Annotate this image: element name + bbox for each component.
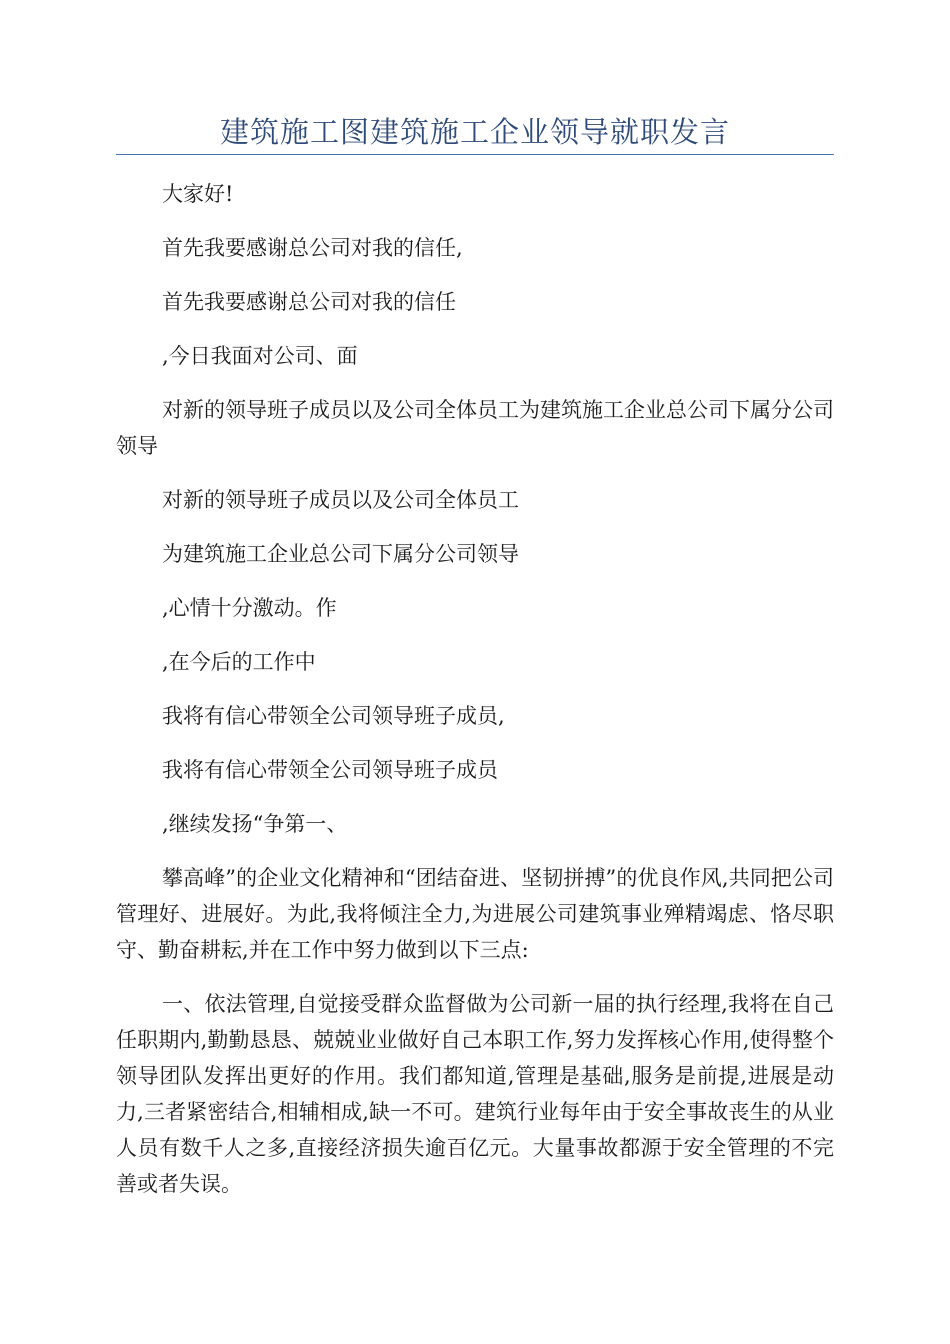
paragraph: ,心情十分激动。作 [162,596,337,620]
paragraph: 攀高峰”的企业文化精神和“团结奋进、坚韧拼搏”的优良作风,共同把公司管理好、进展好。为此,我将倾注全力,为进展公司建筑事业殚精竭虑、恪尽职守、勤奋耕耘,并在工作中努力做到以下三点: [116,866,834,962]
title-underline [116,154,834,155]
paragraph: 对新的领导班子成员以及公司全体员工 [162,488,519,512]
paragraph: ,今日我面对公司、面 [162,344,358,368]
paragraph: 我将有信心带领全公司领导班子成员 [162,758,498,782]
paragraph: ,在今后的工作中 [162,650,316,674]
paragraph: 首先我要感谢总公司对我的信任 [162,290,456,314]
document-body [116,176,834,1202]
document-title: 建筑施工图建筑施工企业领导就职发言 [219,115,730,149]
paragraph: 我将有信心带领全公司领导班子成员, [162,704,505,728]
paragraph: 大家好! [162,182,234,206]
paragraph: ,继续发扬“争第一、 [162,812,348,836]
paragraph: 一、依法管理,自觉接受群众监督做为公司新一届的执行经理,我将在自己任职期内,勤勤恳恳、兢兢业业做好自己本职工作,努力发挥核心作用,使得整个领导团队发挥出更好的作用。我们都知道,管理是基础,服务是前提,进展是动力,三者紧密结合,相辅相成,缺一不可。建筑行业每年由于安全事故丧生的从业人员有数千人之多,直接经济损失逾百亿元。大量事故都源于安全管理的不完善或者失误。 [116,992,834,1196]
paragraph: 对新的领导班子成员以及公司全体员工为建筑施工企业总公司下属分公司领导 [116,398,834,458]
paragraph: 首先我要感谢总公司对我的信任, [162,236,463,260]
paragraph: 为建筑施工企业总公司下属分公司领导 [162,542,519,566]
